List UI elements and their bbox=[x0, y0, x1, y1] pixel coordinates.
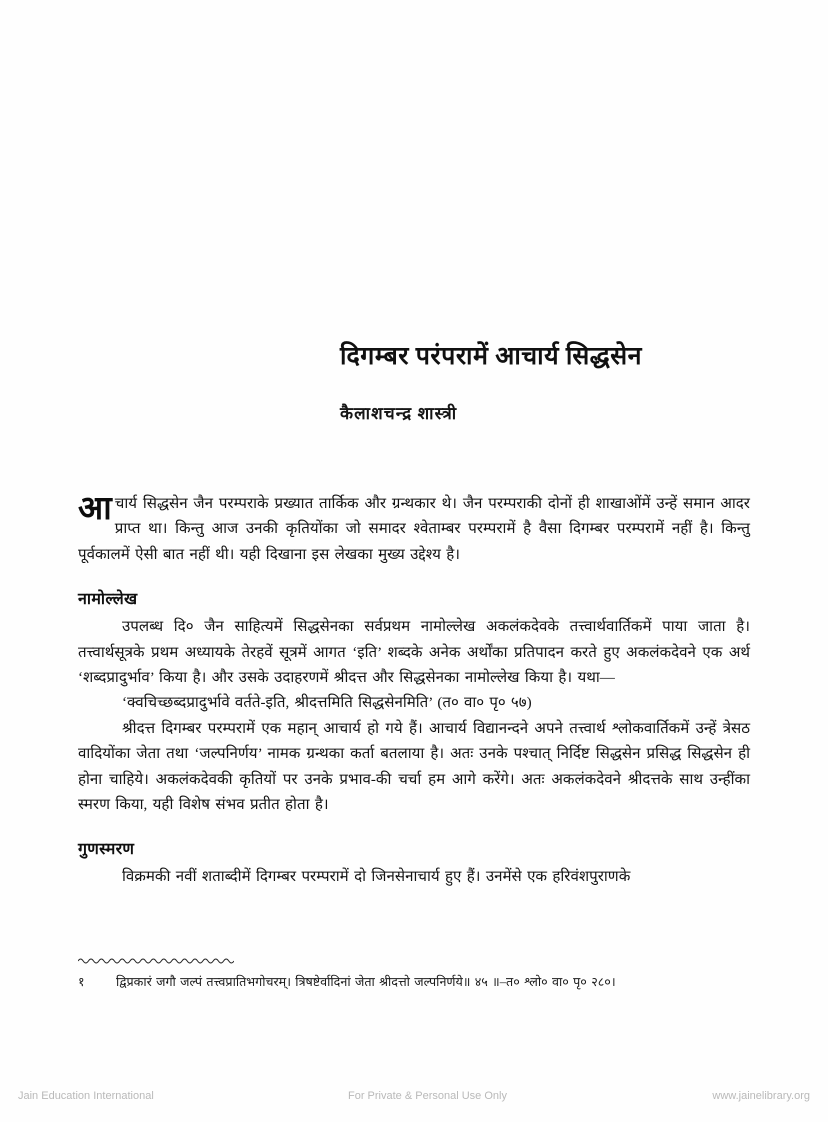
footnote-separator-wavy-rule bbox=[78, 956, 234, 964]
drop-cap: आ bbox=[78, 491, 112, 527]
footnote-number: १ bbox=[78, 975, 85, 989]
page-title: दिगम्बर परंपरामें आचार्य सिद्धसेन bbox=[340, 343, 643, 370]
section-namollekh-paragraph-2: श्रीदत्त दिगम्बर परम्परामें एक महान् आचार्य हो गये हैं। आचार्य विद्यानन्दने अपने तत्त्वार्थ श्लोकवार्तिकमें उन्हें त्रेसठ वादियोंका जेता तथा ‘जल्पनिर्णय’ नामक ग्रन्थका कर्ता बतलाया है। अतः उनके पश्चात् निर्दिष्ट सिद्धसेन प्रसिद्ध सिद्धसेन ही होना चाहिये। अकलंकदेवकी कृतियों पर उनके प्रभाव-की चर्चा हम आगे करेंगे। अतः अकलंकदेवने श्रीदत्तके साथ उन्हींका स्मरण किया, यही विशेष संभव प्रतीत होता है। bbox=[78, 720, 750, 814]
intro-paragraph bbox=[78, 492, 750, 568]
section-namollekh-paragraph-1: उपलब्ध दि० जैन साहित्यमें सिद्धसेनका सर्वप्रथम नामोल्लेख अकलंकदेवके तत्त्वार्थवार्तिकमें पाया जाता है। तत्त्वार्थसूत्रके प्रथम अध्यायके तेरहवें सूत्रमें आगत ‘इति’ शब्दके अनेक अर्थोंका प्रतिपादन करते हुए अकलंकदेवने एक अर्थ ‘शब्दप्रादुर्भाव’ किया है। और उसके उदाहरणमें श्रीदत्त और सिद्धसेनका नामोल्लेख किया है। यथा— bbox=[78, 619, 750, 687]
body-column bbox=[78, 492, 750, 891]
author-name: कैलाशचन्द्र शास्त्री bbox=[340, 403, 458, 423]
footnote-zone bbox=[78, 956, 750, 991]
footer-right-link: www.jainelibrary.org bbox=[712, 1090, 810, 1102]
footer-center-text: For Private & Personal Use Only bbox=[348, 1090, 507, 1102]
title-block bbox=[340, 340, 760, 424]
sanskrit-quote-citation: ‘क्वचिच्छब्दप्रादुर्भावे वर्तते-इति, श्रीदत्तमिति सिद्धसेनमिति’ (त० वा० पृ० ५७) bbox=[122, 695, 532, 712]
page-footer bbox=[0, 1090, 828, 1110]
footer-left-text: Jain Education International bbox=[18, 1090, 154, 1102]
section-heading-gunasmaran: गुणस्मरण bbox=[78, 841, 135, 859]
section-gunasmaran-paragraph-1: विक्रमकी नवीं शताब्दीमें दिगम्बर परम्परामें दो जिनसेनाचार्य हुए हैं। उनमेंसे एक हरिवंशपुराणके bbox=[122, 869, 631, 886]
section-heading-namollekh: नामोल्लेख bbox=[78, 591, 138, 609]
footnote-entry bbox=[78, 973, 750, 991]
intro-paragraph-text: चार्य सिद्धसेन जैन परम्पराके प्रख्यात तार्किक और ग्रन्थकार थे। जैन परम्पराकी दोनों ही शाखाओंमें उन्हें समान आदर प्राप्त था। किन्तु आज उनकी कृतियोंका जो समादर श्वेताम्बर परम्परामें है वैसा दिगम्बर परम्परामें नहीं है। किन्तु पूर्वकालमें ऐसी बात नहीं थी। यही दिखाना इस लेखका मुख्य उद्देश्य है। bbox=[78, 496, 750, 563]
footnote-text: द्विप्रकारं जगौ जल्पं तत्त्वप्रातिभगोचरम्। त्रिषष्टेर्वादिनां जेता श्रीदत्तो जल्पनिर्णये॥ ४५ ॥–त० श्लो० वा० पृ० २८०। bbox=[116, 975, 616, 989]
